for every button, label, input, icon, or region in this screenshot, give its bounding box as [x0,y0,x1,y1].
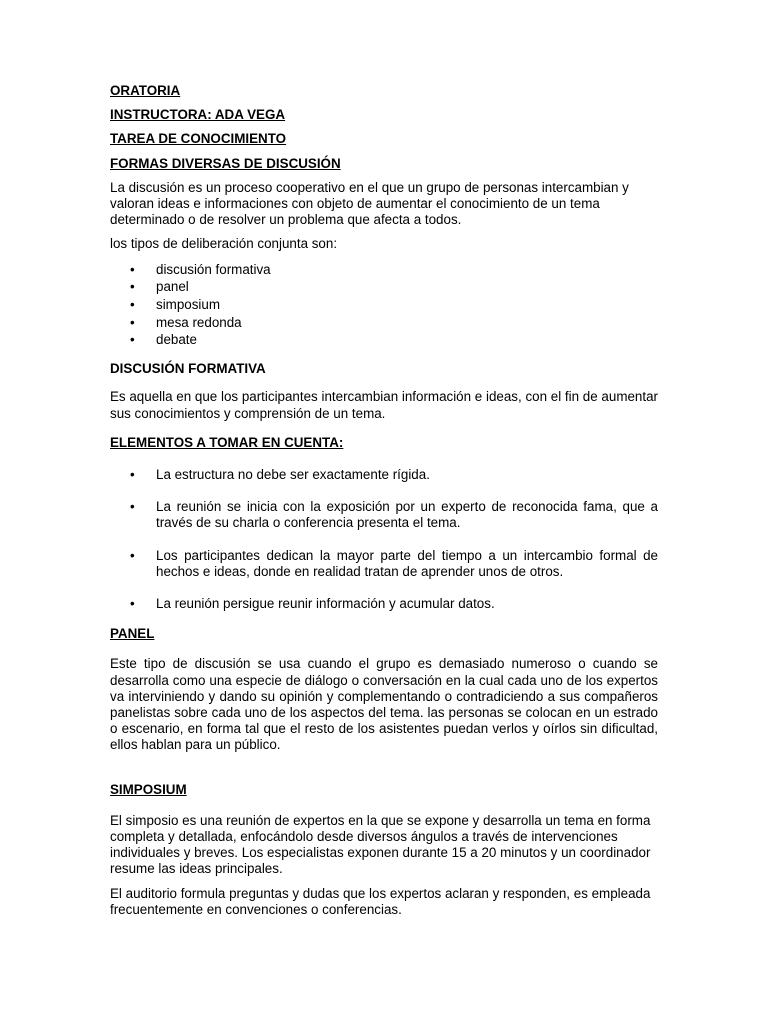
list-item: • discusión formativa [130,261,271,277]
simposium-paragraph-2: El auditorio formula preguntas y dudas que los expertos aclaran y responden, es empleada frecuentemente en convenciones o conferencias. [110,885,651,917]
bullet-icon: • [130,314,135,330]
types-list [110,261,658,350]
list-item: • debate [130,332,197,348]
discusion-formativa-paragraph: Es aquella en que los participantes intercambian información e ideas, con el fin de aumentar sus conocimientos y comprensión de un tema. [110,389,658,421]
bullet-icon: • [130,279,135,295]
heading-oratoria: ORATORIA [110,83,181,98]
bullet-icon: • [130,297,135,313]
heading-tarea: TAREA DE CONOCIMIENTO [110,131,287,147]
list-item: • La reunión se inicia con la exposición por un experto de reconocida fama, que a través de su charla o conferencia presenta el tema. [130,499,658,531]
bullet-icon: • [130,499,135,515]
elementos-list [110,467,658,612]
panel-paragraph: Este tipo de discusión se usa cuando el grupo es demasiado numeroso o cuando se desarrolla como una especie de diálogo o conversación en la cual cada uno de los expertos va interviniendo y dando su opinión y complementando o contradiciendo a sus compañeros panelistas sobre cada uno de los aspectos del tema. las personas se colocan en un estrado o escenario, en forma tal que el resto de los asistentes puedan verlos y oírlos sin dificultad, ellos hablan para un público. [110,656,658,753]
list-item: • simposium [130,297,220,313]
heading-instructora: INSTRUCTORA: ADA VEGA [110,107,286,123]
list-item: • Los participantes dedican la mayor parte del tiempo a un intercambio formal de hechos e ideas, donde en realidad tratan de aprender unos de otros. [130,547,658,579]
heading-formas: FORMAS DIVERSAS DE DISCUSIÓN [110,155,341,171]
bullet-icon: • [130,466,135,482]
bullet-icon: • [130,547,135,563]
document-page [110,83,658,926]
heading-simposium: SIMPOSIUM [110,781,187,797]
simposium-paragraph-1: El simposio es una reunión de expertos en la que se expone y desarrolla un tema en forma completa y detallada, enfocándolo desde diversos ángulos a través de intervenciones individuales y breves. Los especialistas exponen durante 15 a 20 minutos y un coordinador resume las ideas principales. [110,812,651,877]
list-item: • panel [130,279,189,295]
types-lead: los tipos de deliberación conjunta son: [110,236,338,252]
bullet-icon: • [130,261,135,277]
heading-panel: PANEL [110,626,155,642]
bullet-icon: • [130,595,135,611]
intro-paragraph: La discusión es un proceso cooperativo en el que un grupo de personas intercambian y valoran ideas e informaciones con objeto de aumentar el conocimiento de un tema determinado o de resolver un problema que afecta a todos. [110,179,629,228]
list-item: • La reunión persigue reunir información y acumular datos. [130,595,495,611]
heading-discusion-formativa: DISCUSIÓN FORMATIVA [110,361,266,377]
bullet-icon: • [130,332,135,348]
heading-elementos: ELEMENTOS A TOMAR EN CUENTA: [110,434,344,450]
list-item: • mesa redonda [130,314,242,330]
list-item: • La estructura no debe ser exactamente rígida. [130,466,430,482]
